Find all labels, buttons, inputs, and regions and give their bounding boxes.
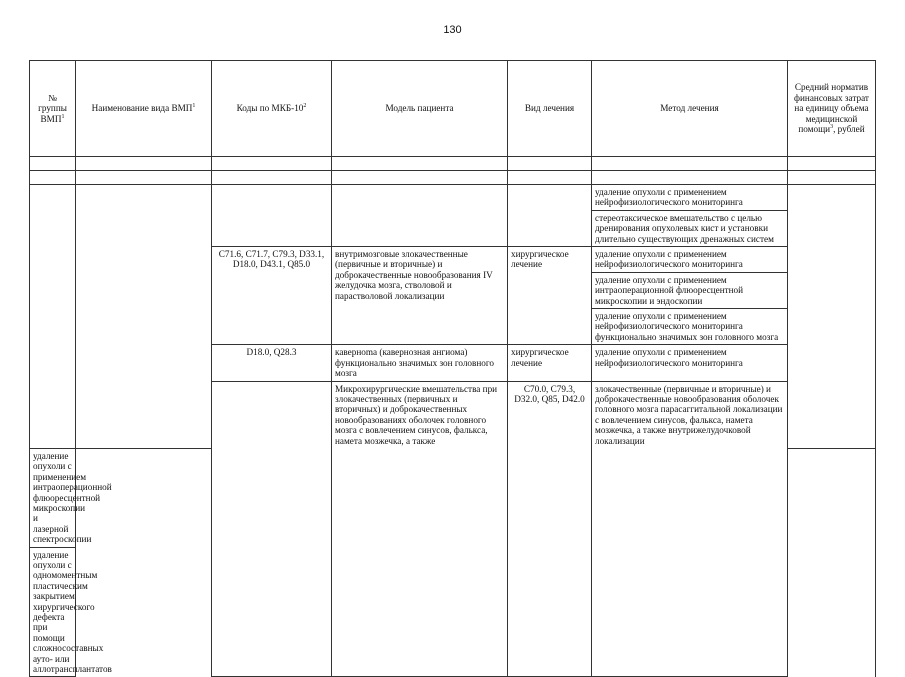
header-treatment-method: Метод лечения	[592, 61, 788, 157]
header-cost: Средний норматив финансовых затрат на единицу объема медицинской помощи$^3$, рублей	[788, 61, 876, 157]
method-cell: удаление опухоли с применением нейрофизиологического мониторинга	[592, 185, 788, 211]
header-patient-model: Модель пациента	[332, 61, 508, 157]
patient-model-cell: внутримозговые злокачественные (первичные и вторичные) и доброкачественные новообразования IV желудочка мозга, стволовой и парастволовой локализации	[332, 247, 508, 345]
method-cell: удаление опухоли с применением интраоперационной флюоресцентной микроскопии и лазерной спектроскопии	[30, 448, 76, 547]
vmp-table	[29, 60, 876, 677]
icd-codes-cell: D18.0, Q28.3	[212, 345, 332, 381]
header-treatment-type: Вид лечения	[508, 61, 592, 157]
method-cell: удаление опухоли с применением нейрофизиологического мониторинга функционально значимых зон головного мозга	[592, 309, 788, 345]
treatment-type-cell: хирургическое лечение	[508, 247, 592, 345]
column-number-row	[30, 157, 876, 171]
treatment-type-cell: хирургическое лечение	[508, 345, 592, 381]
header-row	[30, 61, 876, 157]
header-icd-codes: Коды по МКБ-$10^2$	[212, 61, 332, 157]
header-group-no: № группы ВМП$^1$	[30, 61, 76, 157]
method-cell: удаление опухоли с одномоментным пластическим закрытием хирургического дефекта при помощи сложносоставных ауто- или аллотрансплантатов	[30, 547, 76, 677]
method-cell: удаление опухоли с применением нейрофизиологического мониторинга	[592, 345, 788, 381]
page-number: 130	[443, 24, 462, 36]
icd-codes-cell: C71.6, C71.7, C79.3, D33.1, D18.0, D43.1, Q85.0	[212, 247, 332, 345]
method-cell: удаление опухоли с применением нейрофизиологического мониторинга	[592, 247, 788, 273]
header-vmp-name: Наименование вида ВМП$^1$	[76, 61, 212, 157]
patient-model-cell: каверноma (кавернозная ангиома) функционально значимых зон головного мозга	[332, 345, 508, 381]
method-cell: удаление опухоли с применением интраоперационной флюоресцентной микроскопии и эндоскопии	[592, 272, 788, 308]
table-row	[30, 185, 876, 211]
vmp-name-cell: Микрохирургические вмешательства при злокачественных (первичных и вторичных) и доброкачественных новообразованиях оболочек головного мозга с вовлечением синусов, фалькса, намета мозжечка, а также	[332, 381, 508, 677]
method-cell: стереотаксическое вмешательство с целью дренирования опухолевых кист и установки длительно существующих дренажных систем	[592, 210, 788, 246]
icd-codes-cell: C70.0, C79.3, D32.0, Q85, D42.0	[508, 381, 592, 677]
spacer-row	[30, 171, 876, 185]
patient-model-cell: злокачественные (первичные и вторичные) и доброкачественные новообразования оболочек головного мозга парасаггитальной локализации с вовлечением синусов, фалькса, намета мозжечка, а также внутрижелудочковой локализации	[592, 381, 788, 677]
